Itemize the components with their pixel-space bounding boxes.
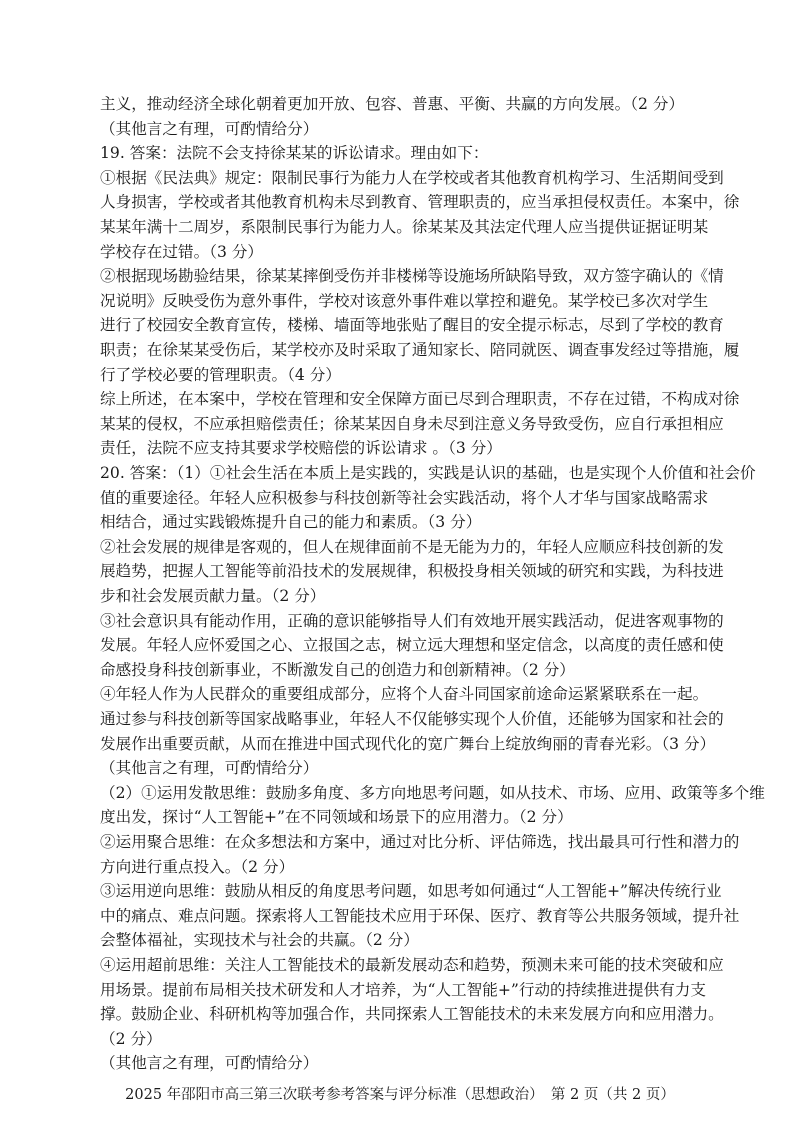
text-line: 相结合，通过实践锻炼提升自己的能力和素质。（3 分） — [100, 513, 482, 532]
text-line: 步和社会发展贡献力量。（2 分） — [100, 587, 326, 605]
text-line: （其他言之有理，可酌情给分） — [100, 1054, 319, 1073]
text-line: 综上所述，在本案中，学校在管理和安全保障方面已尽到合理职责，不存在过错，不构成对徐 — [100, 390, 740, 409]
text-line: 职责；在徐某某受伤后，某学校亦及时采取了通知家长、陪同就医、调查事发经过等措施，履 — [100, 341, 740, 359]
question-19-heading: 19. 答案：法院不会支持徐某某的诉讼请求。理由如下： — [100, 144, 489, 163]
text-line: 人身损害，学校或者其他教育机构未尽到教育、管理职责的，应当承担侵权责任。本案中，徐 — [100, 193, 740, 212]
text-line: 进行了校园安全教育宣传，楼梯、墙面等地张贴了醒目的安全提示标志，尽到了学校的教育 — [100, 316, 724, 335]
text-line: 发展作出重要贡献，从而在推进中国式现代化的宽广舞台上绽放绚丽的青春光彩。（3 分） — [100, 734, 716, 753]
text-line: ③社会意识具有能动作用，正确的意识能够指导人们有效地开展实践活动，促进客观事物的 — [100, 611, 724, 630]
page-footer: 2025 年邵阳市高三第三次联考参考答案与评分标准（思想政治） 第 2 页（共 2 页） — [125, 1087, 675, 1103]
text-line: 况说明》反映受伤为意外事件，学校对该意外事件难以掌控和避免。某学校已多次对学生 — [100, 291, 709, 310]
text-line: （其他言之有理，可酌情给分） — [100, 119, 319, 138]
text-line: ②运用聚合思维：在众多想法和方案中，通过对比分析、评估筛选，找出最具可行性和潜力的 — [100, 833, 740, 851]
text-line: 会整体福祉，实现技术与社会的共赢。（2 分） — [100, 931, 419, 950]
text-line: ①根据《民法典》规定：限制民事行为能力人在学校或者其他教育机构学习、生活期间受到 — [100, 168, 724, 187]
text-line: 撑。鼓励企业、科研机构等加强合作，共同探索人工智能技术的未来发展方向和应用潜力。 — [100, 1005, 724, 1024]
text-line: ②根据现场勘验结果，徐某某摔倒受伤并非楼梯等设施场所缺陷导致，双方签字确认的《情 — [100, 267, 724, 286]
text-line: 责任，法院不应支持其要求学校赔偿的诉讼请求 。（3 分） — [100, 439, 502, 458]
text-line: ④运用超前思维：关注人工智能技术的最新发展动态和趋势，预测未来可能的技术突破和应 — [100, 956, 724, 974]
text-line: （2）①运用发散思维：鼓励多角度、多方向地思考问题，如从技术、市场、应用、政策等多个维 — [100, 783, 765, 802]
text-line: 用场景。提前布局相关技术研发和人才培养，为“人工智能+”行动的持续推进提供有力支 — [100, 980, 706, 999]
text-line: 展趋势，把握人工智能等前沿技术的发展规律，积极投身相关领域的研究和实践，为科技进 — [100, 562, 724, 581]
text-line: ④年轻人作为人民群众的重要组成部分，应将个人奋斗同国家前途命运紧紧联系在一起。 — [100, 685, 709, 704]
text-line: 值的重要途径。年轻人应积极参与科技创新等社会实践活动，将个人才华与国家战略需求 — [100, 488, 709, 507]
text-line: （2 分） — [100, 1029, 162, 1048]
text-line: （其他言之有理，可酌情给分） — [100, 759, 319, 778]
text-line: 中的痛点、难点问题。探索将人工智能技术应用于环保、医疗、教育等公共服务领域，提升社 — [100, 906, 740, 925]
text-line: 发展。年轻人应怀爱国之心、立报国之志，树立远大理想和坚定信念，以高度的责任感和使 — [100, 636, 724, 655]
text-line: 方向进行重点投入。（2 分） — [100, 857, 295, 876]
text-line: 某某年满十二周岁，系限制民事行为能力人。徐某某及其法定代理人应当提供证据证明某 — [100, 218, 709, 236]
text-line: 主义，推动经济全球化朝着更加开放、包容、普惠、平衡、共赢的方向发展。（2 分） — [100, 95, 685, 113]
question-20-heading: 20. 答案：（1）①社会生活在本质上是实践的，实践是认识的基础，也是实现个人价值和社会价 — [100, 464, 756, 482]
text-line: 命感投身科技创新事业，不断激发自己的创造力和创新精神。（2 分） — [100, 660, 575, 679]
text-line: 度出发，探讨“人工智能+”在不同领域和场景下的应用潜力。（2 分） — [100, 808, 573, 827]
text-line: 行了学校必要的管理职责。（4 分） — [100, 365, 341, 384]
text-line: 通过参与科技创新等国家战略事业，年轻人不仅能够实现个人价值，还能够为国家和社会的 — [100, 710, 724, 728]
text-line: ③运用逆向思维：鼓励从相反的角度思考问题，如思考如何通过“人工智能+”解决传统行业 — [100, 882, 722, 901]
text-line: 学校存在过错。（3 分） — [100, 242, 264, 261]
text-line: ②社会发展的规律是客观的，但人在规律面前不是无能为力的，年轻人应顺应科技创新的发 — [100, 537, 724, 556]
text-line: 某某的侵权，不应承担赔偿责任；徐某某因自身未尽到注意义务导致受伤，应自行承担相应 — [100, 414, 724, 433]
